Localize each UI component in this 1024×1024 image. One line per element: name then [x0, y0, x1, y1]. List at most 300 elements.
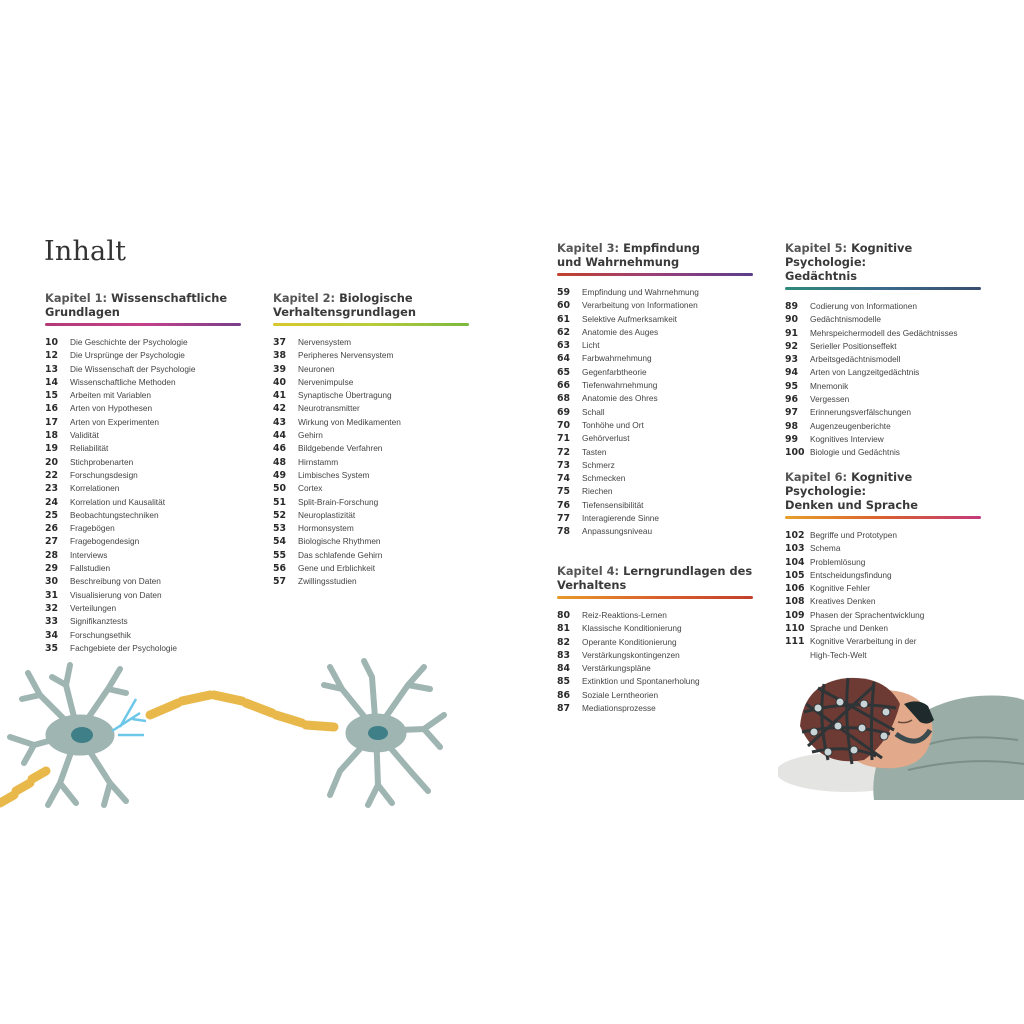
toc-entry-title: Tonhöhe und Ort: [582, 419, 644, 430]
chapter-1-section: [45, 291, 241, 655]
toc-entry-title: Beobachtungstechniken: [70, 509, 159, 520]
toc-entry[interactable]: [273, 336, 469, 349]
toc-page-number: 99: [785, 433, 799, 445]
toc-entry[interactable]: [785, 569, 981, 582]
electrode: [810, 728, 818, 736]
toc-entry-title: Validität: [70, 430, 99, 441]
toc-page-number: 31: [45, 589, 59, 601]
chapter-label: Kapitel 2:: [273, 291, 336, 305]
chapter-1-heading: [45, 291, 241, 319]
toc-entry-title: Neuroplastizität: [298, 509, 356, 520]
chapter-label: Kapitel 3:: [557, 241, 620, 255]
chapter-3-section: [557, 241, 753, 539]
toc-entry[interactable]: [557, 512, 753, 525]
toc-page-number: 90: [785, 314, 799, 326]
toc-page-number: 108: [785, 596, 805, 608]
chapter-title: Biologische Verhaltensgrundlagen: [273, 291, 417, 319]
toc-entry-title: Gegenfarbtheorie: [582, 366, 647, 377]
toc-entry-title: Verstärkungskontingenzen: [582, 649, 680, 660]
toc-entry[interactable]: [557, 313, 753, 326]
toc-page-number: 25: [45, 509, 59, 521]
toc-entry[interactable]: [785, 340, 981, 353]
chapter-6-heading: [785, 470, 981, 512]
toc-entry[interactable]: [273, 522, 469, 535]
toc-entry[interactable]: [45, 482, 241, 495]
toc-page-number: 50: [273, 483, 287, 495]
chapter-4-section: [557, 564, 753, 715]
myelin-sheath: [0, 695, 334, 803]
toc-entry-title: Fachgebiete der Psychologie: [70, 642, 178, 653]
toc-entry-title: Arten von Hypothesen: [70, 403, 153, 414]
toc-entry[interactable]: [557, 459, 753, 472]
toc-entry-title: Verteilungen: [70, 602, 117, 613]
toc-page-number: 81: [557, 623, 571, 635]
toc-page-number: 104: [785, 556, 805, 568]
toc-entry[interactable]: [785, 406, 981, 419]
toc-entry[interactable]: [45, 349, 241, 362]
myelin-segment: [16, 783, 30, 791]
toc-entry-title: Riechen: [582, 486, 613, 497]
toc-page-number: 71: [557, 433, 571, 445]
toc-entry-title: Forschungsethik: [70, 629, 131, 640]
toc-page-number: 103: [785, 543, 805, 555]
neuron-nucleus: [71, 727, 93, 743]
toc-entry[interactable]: [273, 363, 469, 376]
electrode: [824, 748, 832, 756]
toc-entry[interactable]: [273, 509, 469, 522]
toc-entry[interactable]: [45, 389, 241, 402]
toc-page-number: 87: [557, 703, 571, 715]
toc-page-number: 35: [45, 642, 59, 654]
electrode: [836, 698, 844, 706]
toc-entry[interactable]: [273, 442, 469, 455]
toc-page-number: 82: [557, 636, 571, 648]
toc-entry[interactable]: [557, 622, 753, 635]
chapter-4-entries: [557, 609, 753, 715]
toc-entry[interactable]: [273, 402, 469, 415]
toc-entry[interactable]: [557, 499, 753, 512]
chapter-3-heading: [557, 241, 753, 269]
chapter-3-entries: [557, 286, 753, 539]
chapter-title: Empfindung und Wahrnehmung: [557, 241, 700, 269]
toc-entry[interactable]: [557, 286, 753, 299]
toc-entry[interactable]: [785, 380, 981, 393]
toc-entry[interactable]: [45, 615, 241, 628]
myelin-segment: [150, 703, 178, 715]
toc-entry[interactable]: [273, 456, 469, 469]
toc-entry[interactable]: [557, 446, 753, 459]
toc-entry[interactable]: [785, 542, 981, 555]
toc-entry[interactable]: [45, 429, 241, 442]
toc-page-number: 38: [273, 350, 287, 362]
chapter-title: Wissenschaftliche Grundlagen: [45, 291, 228, 319]
toc-page-number: 63: [557, 340, 571, 352]
toc-entry-title: Arten von Experimenten: [70, 416, 160, 427]
toc-entry-title: Operante Konditionierung: [582, 636, 677, 647]
toc-entry[interactable]: [557, 662, 753, 675]
toc-entry-title: Gehörverlust: [582, 433, 630, 444]
toc-entry-title: Anatomie des Auges: [582, 326, 659, 337]
toc-page-number: 91: [785, 327, 799, 339]
toc-entry-title: Biologie und Gedächtnis: [810, 447, 900, 458]
toc-entry[interactable]: [557, 419, 753, 432]
toc-entry-title: Soziale Lerntheorien: [582, 689, 659, 700]
toc-entry-title: Die Geschichte der Psychologie: [70, 337, 188, 347]
toc-entry-title: Kognitive Verarbeitung in der High-Tech-Welt: [810, 636, 917, 660]
toc-entry[interactable]: [785, 595, 981, 608]
toc-entry-title: Hormonsystem: [298, 523, 354, 534]
toc-page-number: 42: [273, 403, 287, 415]
toc-page-number: 66: [557, 380, 571, 392]
toc-page-number: 92: [785, 340, 799, 352]
toc-entry-title: Kreatives Denken: [810, 596, 876, 607]
toc-page-number: 93: [785, 354, 799, 366]
toc-page-number: 57: [273, 576, 287, 588]
chapter-2-color-bar: [273, 323, 469, 326]
toc-entry-title: Interviews: [70, 549, 108, 560]
toc-entry[interactable]: [557, 609, 753, 622]
toc-entry-title: Augenzeugenberichte: [810, 420, 891, 431]
toc-page-number: 16: [45, 403, 59, 415]
toc-entry-title: Erinnerungsverfälschungen: [810, 407, 912, 418]
toc-entry-title: Reliabilität: [70, 443, 109, 454]
toc-entry[interactable]: [45, 629, 241, 642]
neuron-illustration: [0, 655, 450, 815]
toc-entry-title: Stichprobenarten: [70, 456, 134, 467]
toc-entry[interactable]: [557, 339, 753, 352]
toc-entry[interactable]: [45, 549, 241, 562]
toc-page-number: 68: [557, 393, 571, 405]
neuron-nucleus: [368, 726, 388, 740]
toc-page-number: 111: [785, 636, 805, 648]
toc-entry-title: Tiefenwahrnehmung: [582, 380, 658, 391]
toc-page-number: 80: [557, 610, 571, 621]
toc-page-number: 27: [45, 536, 59, 548]
toc-page-number: 55: [273, 549, 287, 561]
electrode: [850, 746, 858, 754]
toc-page-number: 106: [785, 583, 805, 595]
toc-page-number: 95: [785, 380, 799, 392]
toc-entry-title: Serieller Positionseffekt: [810, 340, 897, 351]
toc-page-number: 20: [45, 456, 59, 468]
toc-page-number: 12: [45, 350, 59, 362]
toc-page-number: 15: [45, 390, 59, 402]
toc-entry-title: Fragebögen: [70, 523, 115, 534]
toc-entry-title: Zwillingsstudien: [298, 576, 357, 587]
toc-entry-title: Synaptische Übertragung: [298, 390, 392, 401]
toc-entry-title: Signifikanztests: [70, 616, 128, 627]
toc-entry[interactable]: [557, 702, 753, 715]
toc-page-number: 48: [273, 456, 287, 468]
toc-page-number: 46: [273, 443, 287, 455]
toc-page-number: 96: [785, 394, 799, 406]
toc-entry[interactable]: [557, 326, 753, 339]
toc-entry-title: Die Ursprünge der Psychologie: [70, 350, 185, 361]
chapter-6-color-bar: [785, 516, 981, 519]
electrode: [858, 724, 866, 732]
toc-page-number: 28: [45, 549, 59, 561]
toc-page-number: 97: [785, 407, 799, 419]
toc-entry[interactable]: [45, 496, 241, 509]
toc-entry-title: Begriffe und Prototypen: [810, 530, 898, 540]
toc-entry[interactable]: [45, 336, 241, 349]
toc-entry[interactable]: [785, 446, 981, 459]
myelin-segment: [32, 771, 46, 779]
chapter-4-color-bar: [557, 596, 753, 599]
toc-entry[interactable]: [557, 689, 753, 702]
toc-entry[interactable]: [273, 469, 469, 482]
toc-entry[interactable]: [45, 402, 241, 415]
toc-entry[interactable]: [45, 456, 241, 469]
toc-entry-title: Codierung von Informationen: [810, 301, 918, 311]
toc-entry[interactable]: [785, 529, 981, 542]
toc-page-number: 30: [45, 576, 59, 588]
toc-page-number: 78: [557, 526, 571, 538]
toc-page-number: 39: [273, 363, 287, 375]
toc-entry[interactable]: [45, 575, 241, 588]
page-title: Inhalt: [44, 236, 127, 267]
toc-entry[interactable]: [45, 442, 241, 455]
toc-page-number: 17: [45, 416, 59, 428]
toc-page-number: 53: [273, 523, 287, 535]
chapter-title: Lerngrundlagen des Verhaltens: [557, 564, 753, 592]
toc-entry-title: Klassische Konditionierung: [582, 623, 682, 634]
toc-entry-title: Interagierende Sinne: [582, 513, 660, 524]
toc-entry[interactable]: [45, 509, 241, 522]
chapter-5-section: [785, 241, 981, 460]
toc-entry[interactable]: [45, 522, 241, 535]
toc-entry[interactable]: [557, 472, 753, 485]
toc-entry[interactable]: [557, 366, 753, 379]
toc-page-number: 52: [273, 509, 287, 521]
toc-page-number: 40: [273, 376, 287, 388]
myelin-segment: [246, 703, 272, 713]
chapter-3-color-bar: [557, 273, 753, 276]
toc-entry-title: Wissenschaftliche Methoden: [70, 376, 176, 387]
electrode: [814, 704, 822, 712]
toc-entry-title: Verstärkungspläne: [582, 663, 651, 674]
toc-page-number: 62: [557, 326, 571, 338]
toc-page-number: 24: [45, 496, 59, 508]
toc-page-number: 43: [273, 416, 287, 428]
chapter-label: Kapitel 6:: [785, 470, 848, 484]
chapter-5-entries: [785, 300, 981, 460]
chapter-4-heading: [557, 564, 753, 592]
chapter-label: Kapitel 1:: [45, 291, 108, 305]
toc-page-number: 54: [273, 536, 287, 548]
toc-page-number: 100: [785, 447, 805, 459]
toc-entry-title: Reiz-Reaktions-Lernen: [582, 610, 667, 620]
toc-entry-title: Schmecken: [582, 473, 626, 484]
toc-entry[interactable]: [785, 433, 981, 446]
chapter-1-color-bar: [45, 323, 241, 326]
toc-page-number: 32: [45, 602, 59, 614]
toc-entry[interactable]: [273, 496, 469, 509]
toc-entry[interactable]: [785, 635, 981, 662]
toc-entry-title: Kognitive Fehler: [810, 583, 870, 594]
toc-entry-title: Gehirn: [298, 430, 323, 441]
toc-entry[interactable]: [45, 363, 241, 376]
toc-entry-title: Farbwahrnehmung: [582, 353, 652, 364]
toc-page-number: 65: [557, 366, 571, 378]
toc-entry-title: Kognitives Interview: [810, 433, 884, 444]
toc-entry[interactable]: [45, 562, 241, 575]
toc-entry-title: Anpassungsniveau: [582, 526, 653, 537]
toc-entry-title: Schall: [582, 406, 605, 417]
toc-entry-title: Vergessen: [810, 394, 850, 405]
toc-page-number: 18: [45, 430, 59, 442]
toc-entry[interactable]: [45, 642, 241, 655]
toc-entry[interactable]: [45, 535, 241, 548]
toc-page-number: 86: [557, 689, 571, 701]
electrode: [882, 708, 890, 716]
toc-page-number: 85: [557, 676, 571, 688]
chapter-title: Kognitive Psychologie: Denken und Sprache: [785, 470, 918, 512]
toc-page-number: 51: [273, 496, 287, 508]
toc-entry[interactable]: [273, 549, 469, 562]
toc-page-number: 10: [45, 337, 59, 348]
toc-entry[interactable]: [785, 353, 981, 366]
toc-page-number: 56: [273, 563, 287, 575]
toc-entry-title: Schmerz: [582, 459, 615, 470]
toc-page-number: 64: [557, 353, 571, 365]
toc-page-number: 84: [557, 663, 571, 675]
toc-entry-title: Korrelationen: [70, 483, 120, 494]
toc-entry[interactable]: [273, 376, 469, 389]
toc-entry-title: Mediationsprozesse: [582, 703, 656, 714]
toc-entry-title: Problemlösung: [810, 556, 866, 567]
toc-entry[interactable]: [45, 376, 241, 389]
toc-entry-title: Arbeiten mit Variablen: [70, 390, 152, 401]
toc-entry-title: Split-Brain-Forschung: [298, 496, 379, 507]
toc-entry[interactable]: [273, 575, 469, 588]
toc-entry-title: Gene und Erblichkeit: [298, 563, 376, 574]
toc-entry[interactable]: [785, 622, 981, 635]
toc-page-number: 76: [557, 499, 571, 511]
toc-entry[interactable]: [273, 482, 469, 495]
toc-entry-title: Extinktion und Spontanerholung: [582, 676, 700, 687]
toc-page-number: 13: [45, 363, 59, 375]
chapter-2-section: [273, 291, 469, 589]
toc-entry[interactable]: [557, 675, 753, 688]
toc-entry-title: Korrelation und Kausalität: [70, 496, 166, 507]
myelin-segment: [0, 795, 14, 803]
toc-page-number: 75: [557, 486, 571, 498]
toc-entry[interactable]: [273, 416, 469, 429]
toc-entry-title: Das schlafende Gehirn: [298, 549, 383, 560]
toc-entry-title: Visualisierung von Daten: [70, 589, 162, 600]
toc-entry[interactable]: [557, 485, 753, 498]
toc-entry[interactable]: [273, 429, 469, 442]
toc-page-number: 23: [45, 483, 59, 495]
toc-entry[interactable]: [785, 393, 981, 406]
toc-page-number: 33: [45, 616, 59, 628]
toc-page-number: 94: [785, 367, 799, 379]
toc-entry[interactable]: [557, 392, 753, 405]
chapter-title: Kognitive Psychologie: Gedächtnis: [785, 241, 913, 283]
toc-page-number: 22: [45, 469, 59, 481]
toc-entry-title: Gedächtnismodelle: [810, 314, 882, 325]
toc-entry[interactable]: [273, 349, 469, 362]
toc-entry-title: Nervenimpulse: [298, 376, 354, 387]
toc-page-number: 14: [45, 376, 59, 388]
toc-entry[interactable]: [785, 420, 981, 433]
toc-page-number: 73: [557, 459, 571, 471]
toc-entry-title: Hirnstamm: [298, 456, 339, 467]
toc-entry[interactable]: [557, 352, 753, 365]
electrode: [860, 700, 868, 708]
myelin-segment: [276, 715, 302, 723]
toc-entry-title: Selektive Aufmerksamkeit: [582, 313, 677, 324]
toc-entry[interactable]: [785, 327, 981, 340]
toc-page-number: 34: [45, 629, 59, 641]
toc-entry-title: Tiefensensibilität: [582, 499, 644, 510]
toc-entry[interactable]: [45, 602, 241, 615]
toc-entry[interactable]: [273, 535, 469, 548]
toc-entry-title: Fallstudien: [70, 563, 111, 574]
toc-entry[interactable]: [273, 562, 469, 575]
toc-entry-title: Biologische Rhythmen: [298, 536, 381, 547]
toc-entry-title: Limbisches System: [298, 469, 370, 480]
toc-entry[interactable]: [45, 469, 241, 482]
toc-entry-title: Beschreibung von Daten: [70, 576, 161, 587]
myelin-segment: [306, 725, 334, 727]
axon-terminal: [112, 699, 146, 735]
toc-entry-title: Cortex: [298, 483, 323, 494]
chapter-5-heading: [785, 241, 981, 283]
toc-entry[interactable]: [273, 389, 469, 402]
electrode: [880, 732, 888, 740]
toc-entry-title: Bildgebende Verfahren: [298, 443, 383, 454]
toc-entry[interactable]: [557, 525, 753, 538]
eeg-sleeper-illustration: [778, 660, 1024, 800]
toc-entry[interactable]: [557, 379, 753, 392]
toc-entry[interactable]: [557, 649, 753, 662]
chapter-6-entries: [785, 529, 981, 662]
toc-entry-title: Peripheres Nervensystem: [298, 350, 394, 361]
toc-entry-title: Entscheidungsfindung: [810, 569, 892, 580]
toc-entry-title: Tasten: [582, 446, 607, 457]
toc-page-number: 37: [273, 337, 287, 348]
toc-entry-title: Arbeitsgedächtnismodell: [810, 354, 901, 365]
toc-entry[interactable]: [557, 406, 753, 419]
toc-entry[interactable]: [557, 299, 753, 312]
electrode: [834, 722, 842, 730]
toc-entry[interactable]: [785, 556, 981, 569]
toc-page-number: 74: [557, 473, 571, 485]
toc-entry[interactable]: [45, 416, 241, 429]
toc-entry-title: Arten von Langzeitgedächtnis: [810, 367, 920, 378]
toc-entry-title: Mnemonik: [810, 380, 849, 391]
toc-entry-title: Mehrspeichermodell des Gedächtnisses: [810, 327, 958, 338]
toc-entry[interactable]: [785, 609, 981, 622]
toc-entry[interactable]: [557, 432, 753, 445]
toc-entry-title: Verarbeitung von Informationen: [582, 300, 698, 311]
toc-entry-title: Schema: [810, 543, 841, 554]
toc-page-number: 61: [557, 313, 571, 325]
toc-page-number: 102: [785, 530, 805, 541]
toc-entry-title: Sprache und Denken: [810, 623, 888, 634]
toc-entry[interactable]: [785, 366, 981, 379]
toc-entry[interactable]: [557, 636, 753, 649]
toc-entry[interactable]: [785, 313, 981, 326]
chapter-6-section: [785, 470, 981, 662]
toc-page-number: 19: [45, 443, 59, 455]
toc-entry[interactable]: [45, 589, 241, 602]
toc-entry[interactable]: [785, 582, 981, 595]
toc-entry[interactable]: [785, 300, 981, 313]
toc-page-number: 83: [557, 649, 571, 661]
